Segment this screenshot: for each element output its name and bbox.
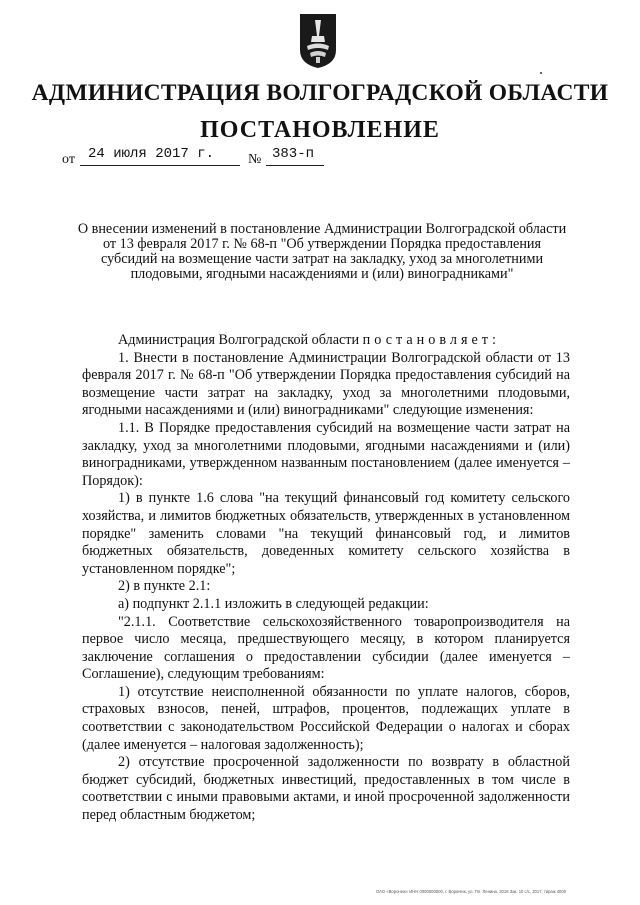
number-underline bbox=[266, 165, 324, 166]
intro-text: Администрация Волгоградской области bbox=[118, 332, 360, 348]
date-underline bbox=[80, 165, 240, 166]
date-label: от bbox=[62, 152, 75, 167]
document-body bbox=[82, 332, 570, 825]
body-paragraph: 1. Внести в постановление Администрации Волгоградской области от 13 февраля 2017 г. № 68-п "Об утверждении Порядка предоставления субсидий на возмещение части затрат на закладку, уход за многолетними плодовыми, ягодными насаждениями и (или) виноградниками" следующие изменения: bbox=[82, 349, 570, 419]
document-meta bbox=[62, 146, 382, 170]
body-paragraph: 2) в пункте 2.1: bbox=[118, 578, 211, 595]
scan-speck bbox=[540, 72, 542, 74]
coat-of-arms-icon bbox=[298, 12, 338, 70]
number-label: № bbox=[248, 152, 262, 167]
intro-verb: постановляет: bbox=[362, 332, 500, 348]
body-paragraph: "2.1.1. Соответствие сельскохозяйственного товаропроизводителя на первое число месяца, предшествующего месяцу, в котором планируется заключение соглашения о предоставлении субсидии (далее именуется – Соглашение), следующим требованиям: bbox=[82, 613, 570, 683]
body-paragraph: 1) в пункте 1.6 слова "на текущий финансовый год комитету сельского хозяйства, и лимитов бюджетных обязательств, утвержденных в установленном порядке" заменить словами "на текущий финансовый год, и лимитов бюджетных обязательств, доведенных комитету сельского хозяйства в установленном порядке"; bbox=[82, 490, 570, 577]
agency-name: АДМИНИСТРАЦИЯ ВОЛГОГРАДСКОЙ ОБЛАСТИ bbox=[31, 80, 609, 106]
document-type: ПОСТАНОВЛЕНИЕ bbox=[200, 117, 440, 143]
body-paragraph: 1.1. В Порядке предоставления субсидий на возмещение части затрат на закладку, уход за многолетними плодовыми, ягодными насаждениями и (или) виноградниками, утвержденном названным постановлением (далее именуется – Порядок): bbox=[82, 419, 570, 489]
intro-paragraph bbox=[82, 332, 570, 350]
body-paragraph: а) подпункт 2.1.1 изложить в следующей редакции: bbox=[118, 595, 429, 612]
number-value: 383-п bbox=[272, 146, 315, 162]
body-paragraph: 2) отсутствие просроченной задолженности по возврату в областной бюджет субсидий, бюджетных инвестиций, предоставленных в том числе в соответствии с иными правовыми актами, и иной просроченной задолженности перед областным бюджетом; bbox=[82, 754, 570, 824]
date-value: 24 июля 2017 г. bbox=[88, 146, 215, 162]
body-paragraph: 1) отсутствие неисполненной обязанности по уплате налогов, сборов, страховых взносов, пеней, штрафов, процентов, подлежащих уплате в соответствии с законодательством Российской Федерации о налогах и сборах (далее именуется – налоговая задолженность); bbox=[82, 683, 570, 753]
printer-imprint: ОАО «Воронеж» ИНН 0000000000, г. Воронеж, ул. Пл. Ленина, 2018 Зак. 10 с/с, 2017, тираж 4000 bbox=[376, 889, 567, 894]
document-title: О внесении изменений в постановление Администрации Волгоградской области от 13 февраля 2017 г. № 68-п "Об утверждении Порядка предоставления субсидий на возмещение части затрат на закладку, уход за многолетними плодовыми, ягодными насаждениями и (или) виноградниками" bbox=[77, 221, 567, 282]
